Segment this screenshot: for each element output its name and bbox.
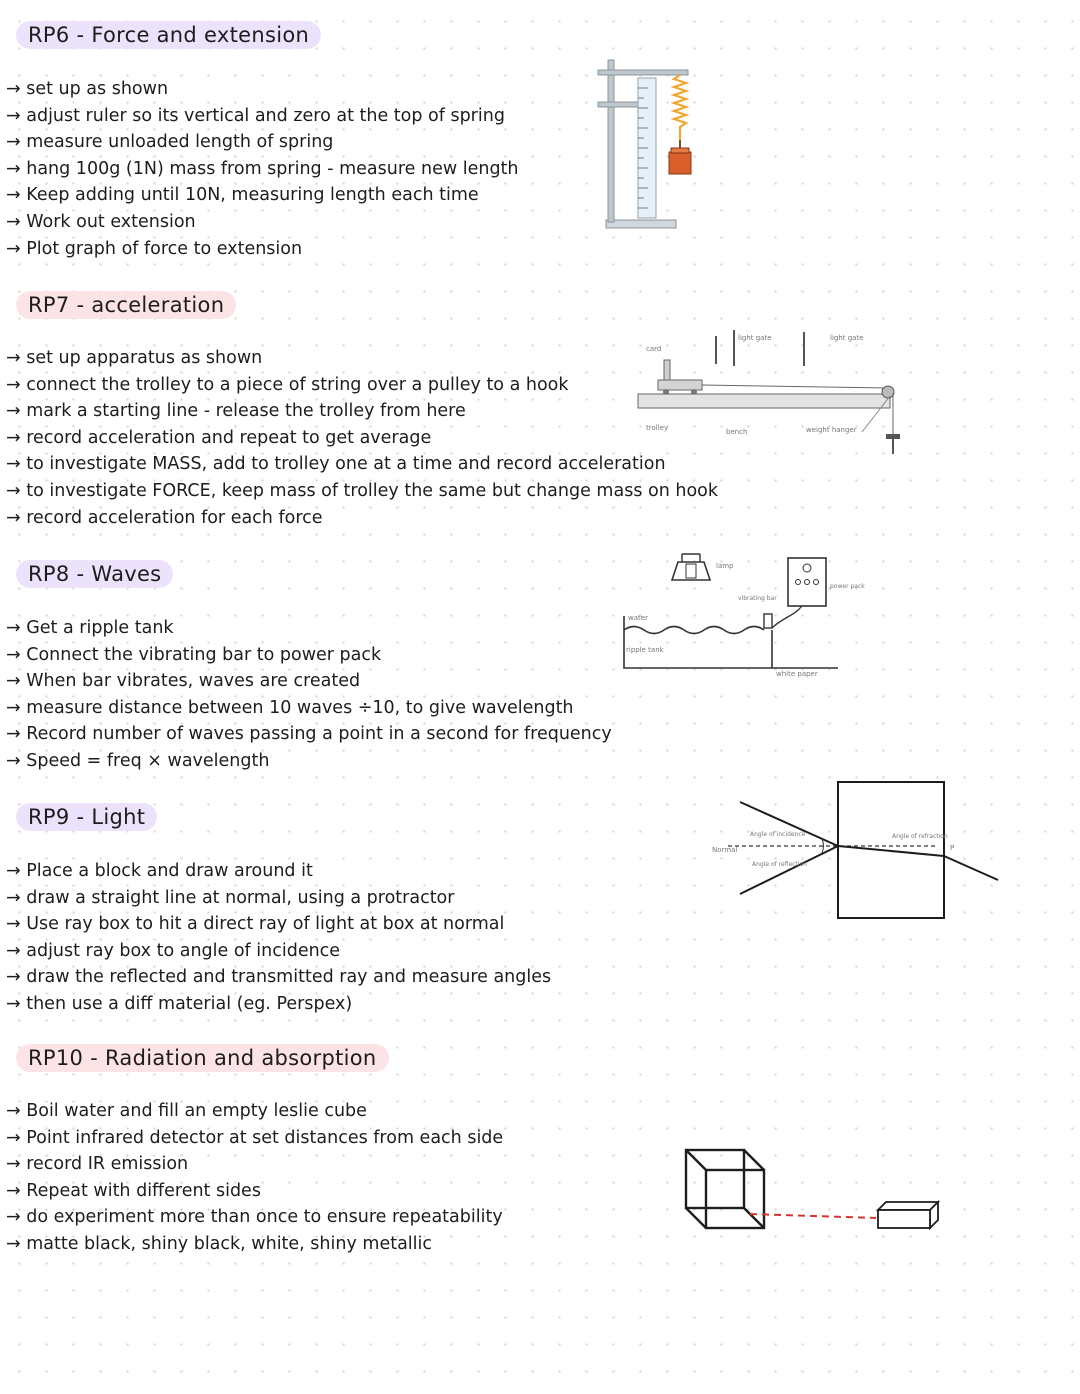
normal-label: Normal [712, 846, 738, 854]
ripple-tank [624, 616, 772, 668]
list-item: → draw the reflected and transmitted ray and measure angles [6, 964, 551, 991]
card-label: card [646, 345, 662, 353]
angle-refraction-label: Angle of refraction [892, 833, 948, 840]
vibrating-bar [764, 614, 772, 628]
list-item: → then use a diff material (eg. Perspex) [6, 991, 551, 1018]
list-item: → Repeat with different sides [6, 1178, 503, 1205]
stand-clamp-top [598, 70, 688, 75]
rp6-steps [6, 76, 519, 262]
white-paper-label: white paper [776, 670, 818, 678]
list-item: → draw a straight line at normal, using a protractor [6, 885, 551, 912]
string [702, 385, 888, 388]
list-item: → Work out extension [6, 209, 519, 236]
list-item: → Plot graph of force to extension [6, 236, 519, 263]
list-item: → set up apparatus as shown [6, 345, 718, 372]
ripple-tank-label: ripple tank [626, 646, 664, 654]
rp9-steps [6, 858, 551, 1018]
list-item: → Keep adding until 10N, measuring length each time [6, 182, 519, 209]
ripple-tank-diagram [616, 550, 876, 680]
list-item: → measure unloaded length of spring [6, 129, 519, 156]
leslie-cube-diagram [676, 1140, 956, 1270]
list-item: → Speed = freq × wavelength [6, 748, 612, 775]
trolley [658, 380, 702, 390]
list-item: → Point infrared detector at set distances from each side [6, 1125, 503, 1152]
list-item: → to investigate FORCE, keep mass of trolley the same but change mass on hook [6, 478, 718, 505]
list-item: → Record number of waves passing a point in a second for frequency [6, 721, 612, 748]
angle-incidence-label: Angle of incidence [750, 831, 806, 838]
list-item: → record IR emission [6, 1151, 503, 1178]
list-item: → adjust ruler so its vertical and zero at the top of spring [6, 103, 519, 130]
vibrating-bar-label: vibrating bar [738, 595, 777, 602]
spring-stand-diagram [592, 56, 702, 232]
rp10-steps [6, 1098, 503, 1258]
list-item: → mark a starting line - release the trolley from here [6, 398, 718, 425]
ir-beam [750, 1214, 876, 1218]
spring [674, 75, 686, 140]
list-item: → do experiment more than once to ensure repeatability [6, 1204, 503, 1231]
list-item: → connect the trolley to a piece of string over a pulley to a hook [6, 372, 718, 399]
hanging-mass [669, 152, 691, 174]
light-gate-1-label: light gate [738, 334, 772, 342]
list-item: → When bar vibrates, waves are created [6, 668, 612, 695]
p-label: P [950, 844, 955, 852]
card [664, 360, 670, 382]
weight-hanger [886, 434, 900, 439]
pulley [882, 386, 894, 398]
incident-ray [740, 802, 838, 846]
water-surface [624, 627, 764, 634]
rp7-steps [6, 345, 718, 531]
lamp-label: lamp [716, 562, 734, 570]
rp8-heading: RP8 - Waves [16, 560, 173, 588]
stand-base [606, 220, 676, 228]
list-item: → adjust ray box to angle of incidence [6, 938, 551, 965]
list-item: → to investigate MASS, add to trolley one at a time and record acceleration [6, 451, 718, 478]
trolley-diagram [630, 322, 910, 458]
list-item: → record acceleration and repeat to get average [6, 425, 718, 452]
hanging-mass [671, 148, 689, 153]
rp6-heading: RP6 - Force and extension [16, 21, 321, 49]
water-label: water [628, 614, 648, 622]
reflected-ray [740, 846, 838, 894]
list-item: → Use ray box to hit a direct ray of light at box at normal [6, 911, 551, 938]
list-item: → measure distance between 10 waves ÷10, to give wavelength [6, 695, 612, 722]
list-item: → Connect the vibrating bar to power pack [6, 642, 612, 669]
list-item: → Get a ripple tank [6, 615, 612, 642]
list-item: → matte black, shiny black, white, shiny metallic [6, 1231, 503, 1258]
list-item: → set up as shown [6, 76, 519, 103]
wire [772, 606, 802, 628]
rp9-heading: RP9 - Light [16, 803, 157, 831]
weight-hanger-label: weight hanger [806, 426, 857, 434]
rp7-heading: RP7 - acceleration [16, 291, 236, 319]
ir-detector [878, 1202, 938, 1228]
lamp [672, 562, 710, 580]
bench-label: bench [726, 428, 748, 436]
rp10-heading: RP10 - Radiation and absorption [16, 1044, 389, 1072]
power-pack-label: power pack [830, 583, 865, 590]
refraction-diagram [710, 776, 1010, 926]
list-item: → record acceleration for each force [6, 505, 718, 532]
list-item: → Boil water and fill an empty leslie cube [6, 1098, 503, 1125]
list-item: → hang 100g (1N) mass from spring - measure new length [6, 156, 519, 183]
lamp-bulb [686, 564, 696, 578]
list-item: → Place a block and draw around it [6, 858, 551, 885]
bench [638, 394, 890, 408]
angle-reflection-label: Angle of reflection [752, 861, 807, 868]
leslie-cube [686, 1150, 764, 1228]
rp8-steps [6, 615, 612, 775]
light-gate-2-label: light gate [830, 334, 864, 342]
power-pack [788, 558, 826, 606]
trolley-label: trolley [646, 424, 669, 432]
emergent-ray [944, 856, 998, 880]
stand-rod [608, 60, 614, 222]
